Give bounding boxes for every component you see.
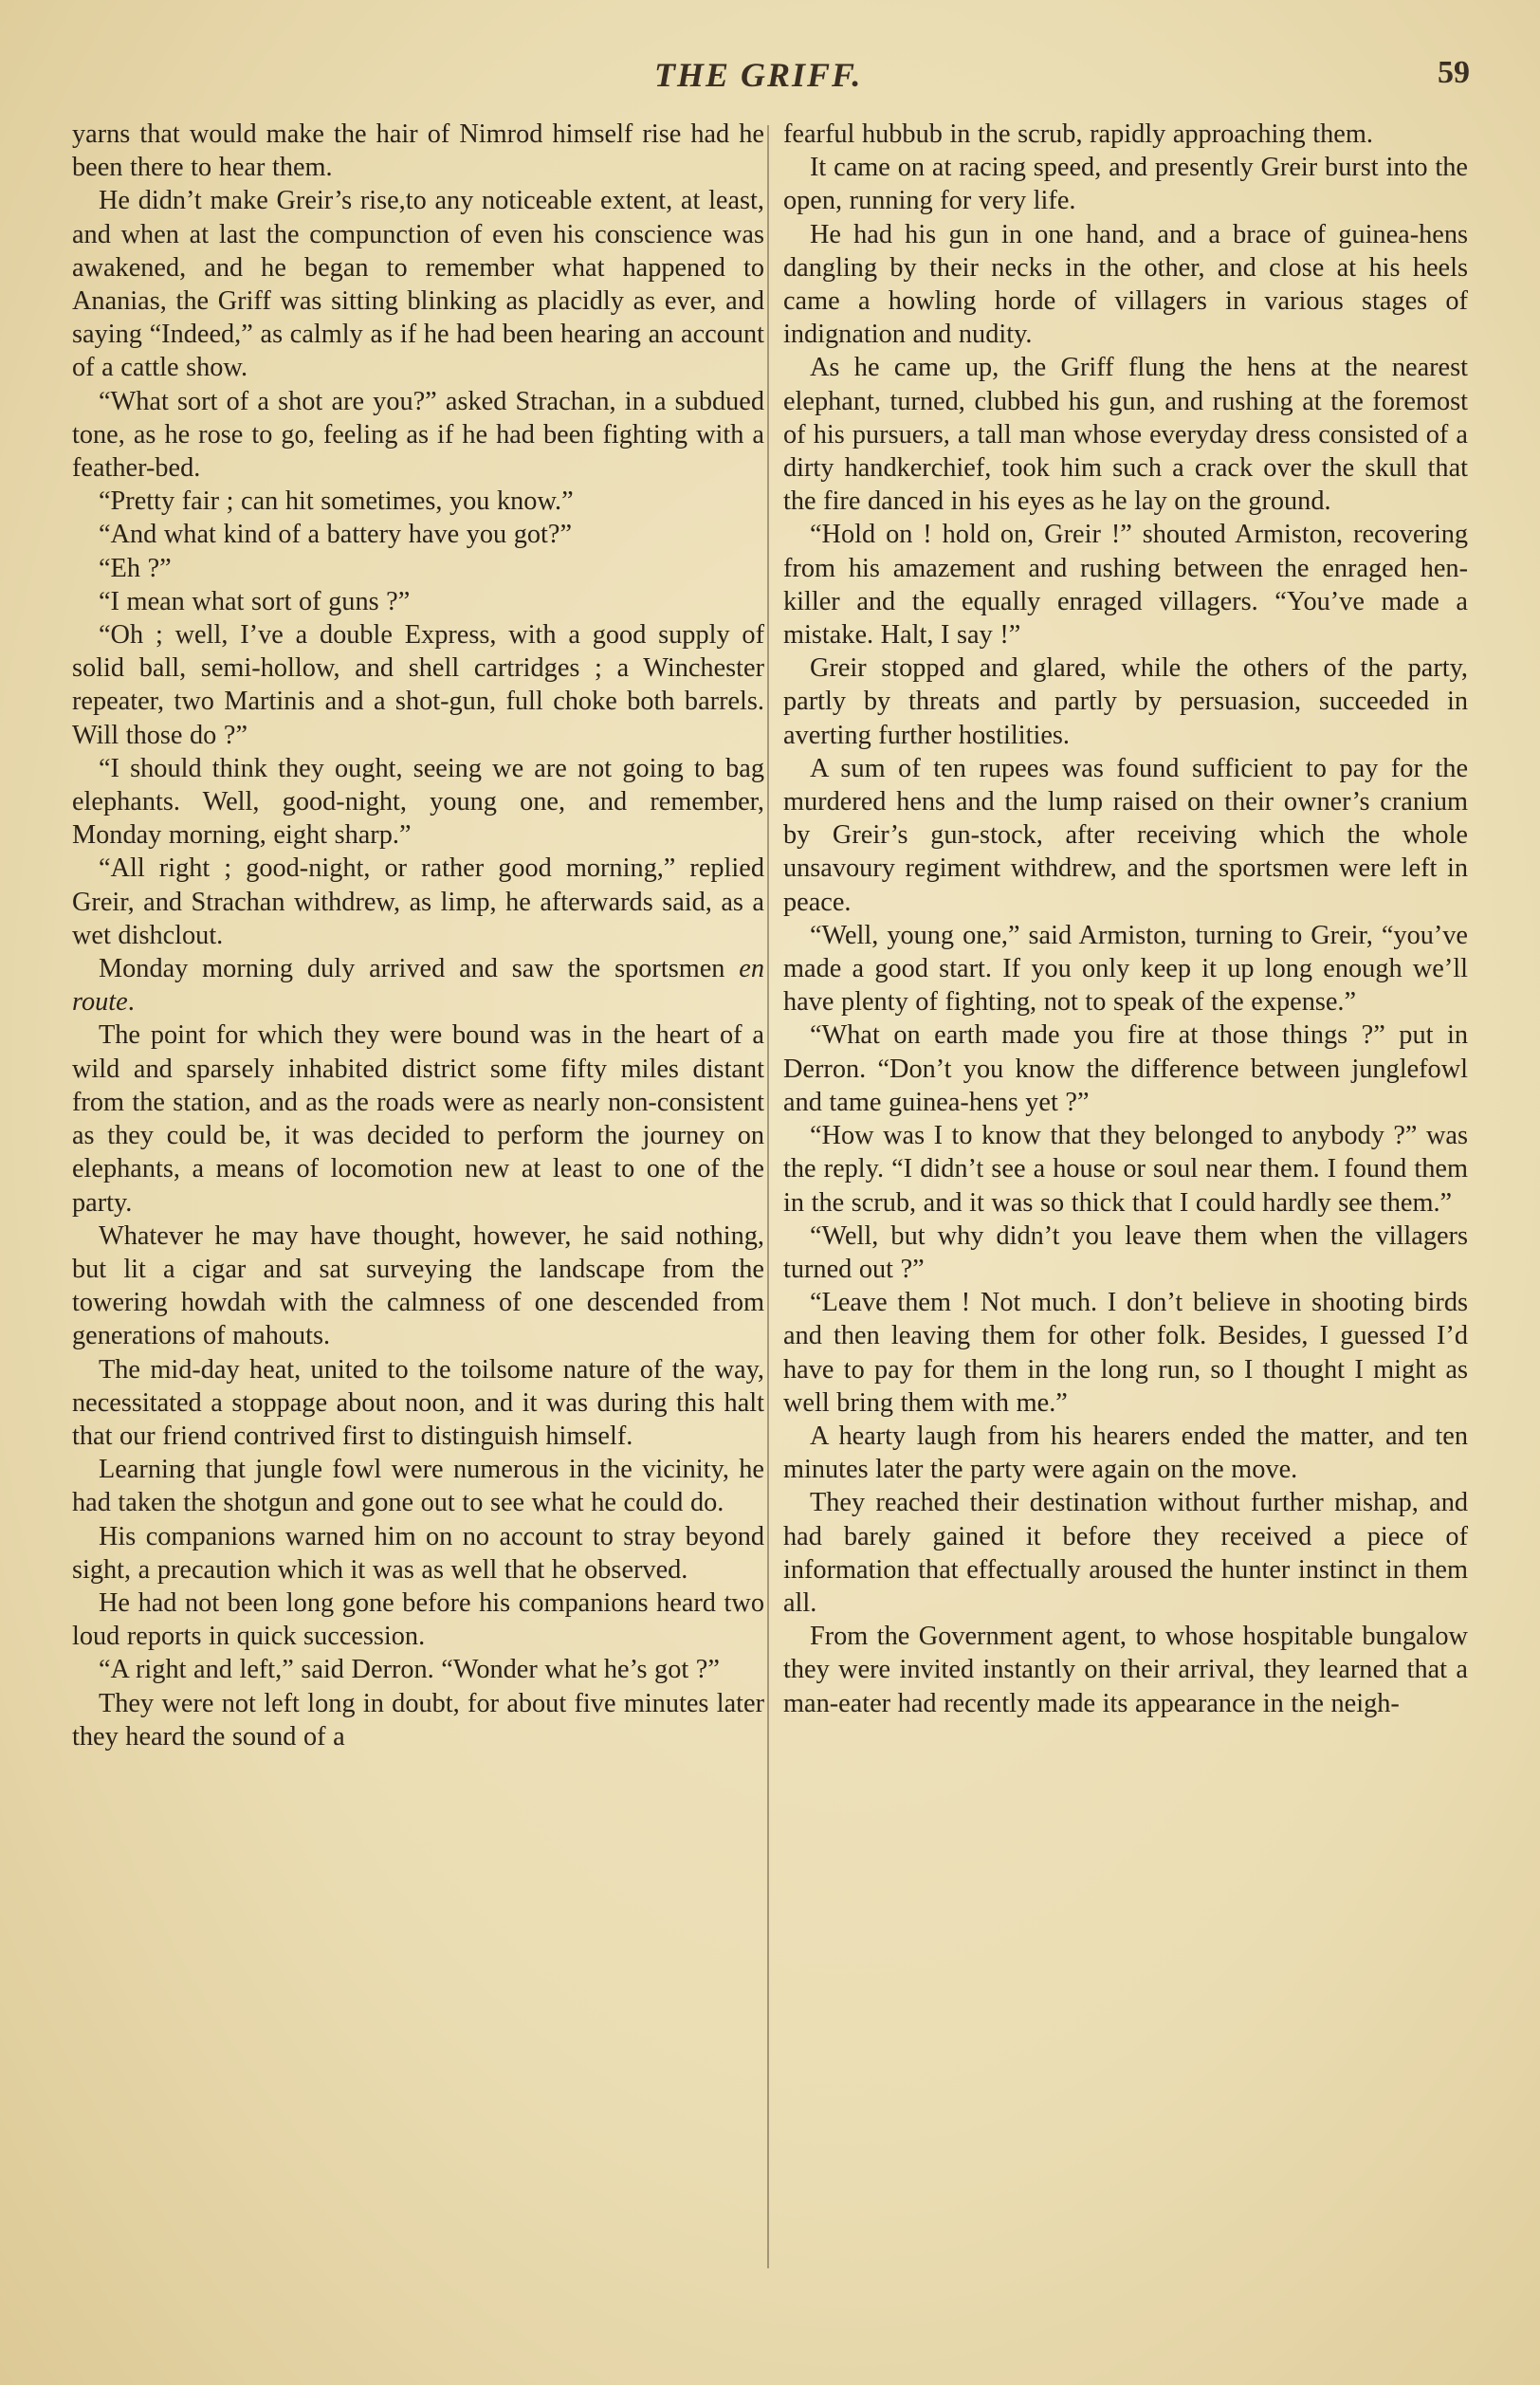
paragraph: Greir stopped and glared, while the others of the party, partly by threats and partly by persuasion, succeeded in averting further hostilities. [783,653,1468,750]
paragraph: He didn’t make Greir’s rise,to any noticeable extent, at least, and when at last the compunction of even his conscience was awakened, and he began to remember what happened to Ananias, the Griff was sitting blinking as placidly as ever, and saying “Indeed,” as calmly as if he had been hearing an account of a cattle show. [72,186,764,383]
paragraph: He had his gun in one hand, and a brace of guinea-hens dangling by their necks in the other, and close at his heels came a howling horde of villagers in various stages of indignation and nudity. [783,219,1468,350]
paragraph: He had not been long gone before his companions heard two loud reports in quick succession. [72,1587,764,1652]
paragraph: It came on at racing speed, and presently Greir burst into the open, running for very life. [783,153,1468,216]
running-title: THE GRIFF. [654,56,863,94]
paragraph: His companions warned him on no account to stray beyond sight, a precaution which it was as well that he observed. [72,1521,764,1585]
paragraph: A hearty laugh from his hearers ended the matter, and ten minutes later the party were again on the move. [783,1421,1468,1485]
paragraph: “Well, young one,” said Armiston, turning to Greir, “you’ve made a good start. If you only keep it up long enough we’ll have plenty of fighting, not to speak of the expense.” [783,920,1468,1018]
paragraph: “Oh ; well, I’ve a double Express, with a good supply of solid ball, semi-hollow, and shell cartridges ; a Winchester repeater, two Martinis and a shot-gun, full choke both barrels. Will those do ?” [72,620,764,750]
column-divider [767,125,769,2268]
paragraph: “What sort of a shot are you?” asked Strachan, in a subdued tone, as he rose to go, feeling as if he had been fighting with a feather-bed. [72,386,764,484]
paragraph: “Eh ?” [99,553,172,583]
paragraph: They reached their destination without further mishap, and had barely gained it before they received a piece of information that effectually aroused the hunter instinct in them all. [783,1488,1468,1618]
paragraph: “What on earth made you fire at those things ?” put in Derron. “Don’t you know the difference between junglefowl and tame guinea-hens yet ?” [783,1020,1468,1117]
paragraph: “Hold on ! hold on, Greir !” shouted Armiston, recovering from his amazement and rushing between the enraged hen-killer and the equally enraged villagers. “You’ve made a mistake. Halt, I say !” [783,520,1468,651]
paragraph: From the Government agent, to whose hospitable bungalow they were invited instantly on their arrival, they learned that a man-eater had recently made its appearance in the neigh- [783,1622,1468,1718]
paragraph: “All right ; good-night, or rather good morning,” replied Greir, and Strachan withdrew, as limp, he afterwards said, as a wet dishclout. [72,853,764,950]
page-number: 59 [1438,55,1470,90]
paragraph: The point for which they were bound was in the heart of a wild and sparsely inhabited district some fifty miles distant from the station, and as the roads were as nearly non-consistent as they could be, it was decided to perform the journey on elephants, a means of locomotion new at least to one of the party. [72,1020,764,1218]
paragraph: Learning that jungle fowl were numerous in the vicinity, he had taken the shotgun and gone out to see what he could do. [72,1455,764,1518]
page-header [0,55,1540,102]
paragraph: “I should think they ought, seeing we are not going to bag elephants. Well, good-night, young one, and remember, Monday morning, eight sharp.” [72,753,764,851]
paragraph: They were not left long in doubt, for about five minutes later they heard the sound of a [72,1688,764,1752]
paragraph: “A right and left,” said Derron. “Wonder what he’s got ?” [99,1655,720,1685]
paragraph: A sum of ten rupees was found sufficient to pay for the murdered hens and the lump raised on their owner’s cranium by Greir’s gun-stock, after receiving which the whole unsavoury regiment withdrew, and the sportsmen were left in peace. [783,753,1468,917]
paragraph: Whatever he may have thought, however, he said nothing, but lit a cigar and sat surveying the landscape from the towering howdah with the calmness of one descended from generations of mahouts. [72,1220,764,1351]
left-column [72,118,764,2242]
paragraph: fearful hubbub in the scrub, rapidly approaching them. [783,119,1373,149]
paragraph: “Leave them ! Not much. I don’t believe in shooting birds and then leaving them for other folk. Besides, I guessed I’d have to pay for them in the long run, so I thought I might as well bring them with me.” [783,1288,1468,1418]
paragraph: Monday morning duly arrived and saw the sportsmen en route. [72,954,764,1018]
paragraph: yarns that would make the hair of Nimrod himself rise had he been there to hear them. [72,119,764,183]
paragraph: “I mean what sort of guns ?” [99,586,411,616]
paragraph: “And what kind of a battery have you got?” [99,520,573,550]
paragraph: The mid-day heat, united to the toilsome nature of the way, necessitated a stoppage about noon, and it was during this halt that our friend contrived first to distinguish himself. [72,1354,764,1451]
paragraph: As he came up, the Griff flung the hens at the nearest elephant, turned, clubbed his gun, and rushing at the foremost of his pursuers, a tall man whose everyday dress consisted of a dirty handkerchief, took him such a crack over the skull that the fire danced in his eyes as he lay on the ground. [783,353,1468,517]
paragraph: “Pretty fair ; can hit sometimes, you know.” [99,486,574,517]
paragraph: “How was I to know that they belonged to anybody ?” was the reply. “I didn’t see a house or soul near them. I found them in the scrub, and it was so thick that I could hardly see them.” [783,1121,1468,1218]
right-column [783,118,1468,2242]
paragraph: “Well, but why didn’t you leave them when the villagers turned out ?” [783,1220,1468,1284]
